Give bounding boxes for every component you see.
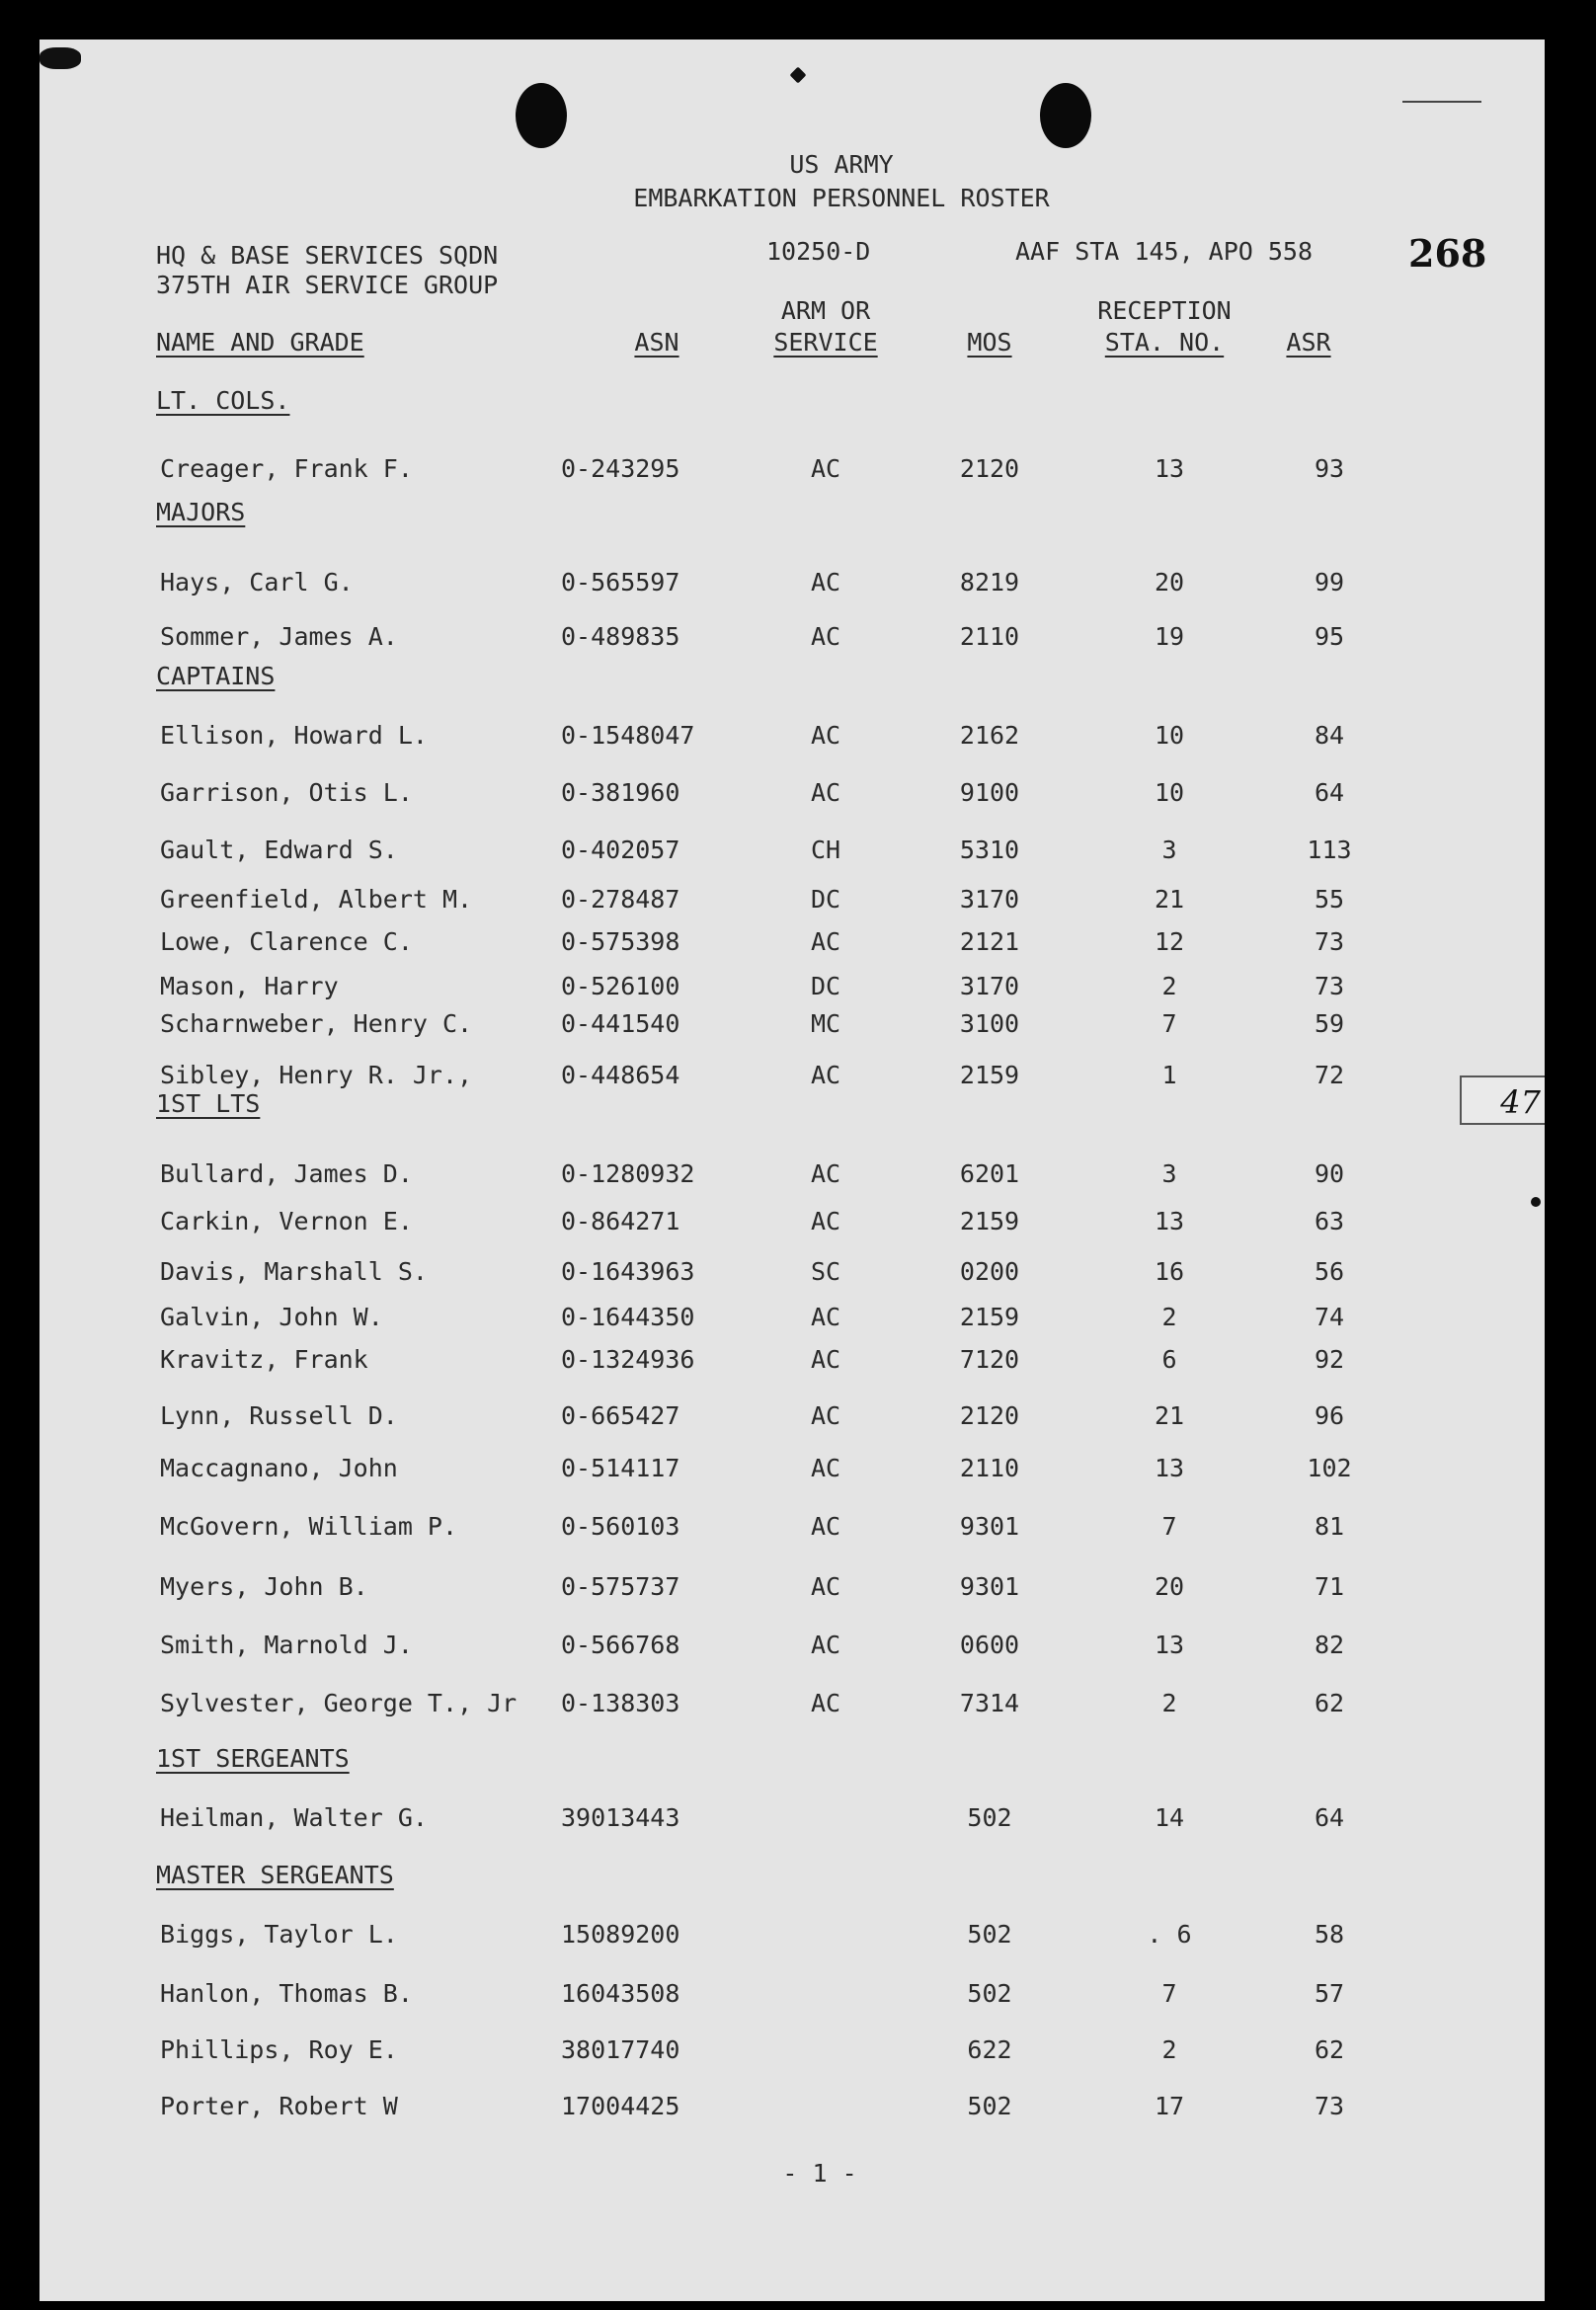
cell-arm: AC — [810, 1454, 841, 1482]
cell-sta: 21 — [1154, 885, 1185, 914]
side-tab — [1460, 1075, 1545, 1125]
cell-mos: 7314 — [959, 1689, 1020, 1717]
side-tab-label: 47 — [1500, 1083, 1541, 1121]
cell-asn: 0-864271 — [561, 1207, 680, 1235]
cell-asn: 16043508 — [561, 1979, 680, 2008]
cell-mos: 502 — [967, 1803, 1012, 1832]
unit-name-line2: 375TH AIR SERVICE GROUP — [156, 271, 499, 299]
corner-smudge — [40, 47, 81, 69]
cell-asr: 73 — [1314, 2092, 1345, 2120]
cell-name: Davis, Marshall S. — [160, 1257, 428, 1286]
cell-arm: SC — [810, 1257, 841, 1286]
cell-sta: 13 — [1154, 1454, 1185, 1482]
punch-hole-right — [1040, 83, 1091, 148]
cell-asr: 64 — [1314, 1803, 1345, 1832]
cell-arm: MC — [810, 1009, 841, 1038]
cell-asn: 0-514117 — [561, 1454, 680, 1482]
cell-asr: 90 — [1314, 1159, 1345, 1188]
col-arm-header: SERVICE — [773, 328, 878, 357]
cell-asn: 0-448654 — [561, 1061, 680, 1089]
col-reception-header: STA. NO. — [1104, 328, 1225, 357]
cell-arm: AC — [810, 1345, 841, 1374]
cell-name: Hanlon, Thomas B. — [160, 1979, 413, 2008]
cell-name: Sommer, James A. — [160, 622, 398, 651]
cell-name: Creager, Frank F. — [160, 454, 413, 483]
roster-code: 10250-D — [766, 237, 871, 266]
cell-asr: 92 — [1314, 1345, 1345, 1374]
cell-mos: 2162 — [959, 721, 1020, 750]
cell-asr: 64 — [1314, 778, 1345, 807]
cell-asn: 0-665427 — [561, 1401, 680, 1430]
cell-mos: 9100 — [959, 778, 1020, 807]
cell-name: Carkin, Vernon E. — [160, 1207, 413, 1235]
cell-name: Lowe, Clarence C. — [160, 927, 413, 956]
cell-name: Bullard, James D. — [160, 1159, 413, 1188]
cell-mos: 2159 — [959, 1061, 1020, 1089]
cell-name: Heilman, Walter G. — [160, 1803, 428, 1832]
cell-name: Phillips, Roy E. — [160, 2035, 398, 2064]
cell-mos: 622 — [967, 2035, 1012, 2064]
cell-arm: AC — [810, 1689, 841, 1717]
section-heading: CAPTAINS — [156, 662, 276, 690]
cell-mos: 2110 — [959, 1454, 1020, 1482]
cell-mos: 7120 — [959, 1345, 1020, 1374]
col-name-header: NAME AND GRADE — [156, 328, 364, 357]
page-number: - 1 - — [782, 2159, 857, 2188]
cell-sta: 7 — [1161, 1009, 1177, 1038]
section-heading: 1ST SERGEANTS — [156, 1744, 350, 1773]
cell-sta: 16 — [1154, 1257, 1185, 1286]
cell-arm: AC — [810, 568, 841, 597]
cell-asn: 0-489835 — [561, 622, 680, 651]
cell-name: Maccagnano, John — [160, 1454, 398, 1482]
cell-asn: 0-1643963 — [561, 1257, 695, 1286]
cell-asr: 95 — [1314, 622, 1345, 651]
cell-arm: AC — [810, 1631, 841, 1659]
cell-asr: 62 — [1314, 1689, 1345, 1717]
cell-asn: 0-138303 — [561, 1689, 680, 1717]
cell-sta: 7 — [1161, 1979, 1177, 2008]
cell-mos: 8219 — [959, 568, 1020, 597]
cell-arm: AC — [810, 1512, 841, 1541]
cell-asn: 0-381960 — [561, 778, 680, 807]
cell-sta: 21 — [1154, 1401, 1185, 1430]
cell-sta: 14 — [1154, 1803, 1185, 1832]
cell-sta: 3 — [1161, 1159, 1177, 1188]
cell-mos: 502 — [967, 1920, 1012, 1949]
cell-asr: 113 — [1307, 836, 1352, 864]
cell-mos: 2121 — [959, 927, 1020, 956]
col-mos-header: MOS — [967, 328, 1012, 357]
cell-asr: 73 — [1314, 972, 1345, 1000]
cell-asr: 73 — [1314, 927, 1345, 956]
cell-asr: 71 — [1314, 1572, 1345, 1601]
cell-asn: 38017740 — [561, 2035, 680, 2064]
cell-asr: 93 — [1314, 454, 1345, 483]
cell-asn: 0-566768 — [561, 1631, 680, 1659]
top-speck — [790, 67, 807, 84]
cell-mos: 502 — [967, 2092, 1012, 2120]
cell-arm: AC — [810, 778, 841, 807]
cell-mos: 3100 — [959, 1009, 1020, 1038]
cell-asn: 0-560103 — [561, 1512, 680, 1541]
cell-name: Ellison, Howard L. — [160, 721, 428, 750]
cell-name: Sylvester, George T., Jr — [160, 1689, 518, 1717]
cell-name: McGovern, William P. — [160, 1512, 458, 1541]
cell-asn: 0-402057 — [561, 836, 680, 864]
cell-sta: 6 — [1161, 1345, 1177, 1374]
cell-arm: AC — [810, 721, 841, 750]
cell-sta: 17 — [1154, 2092, 1185, 2120]
cell-sta: 2 — [1161, 1689, 1177, 1717]
cell-name: Galvin, John W. — [160, 1303, 383, 1331]
cell-mos: 3170 — [959, 885, 1020, 914]
cell-arm: AC — [810, 1159, 841, 1188]
cell-sta: 19 — [1154, 622, 1185, 651]
punch-hole-left — [516, 83, 567, 148]
col-arm-line1: ARM OR — [780, 296, 871, 325]
cell-mos: 2159 — [959, 1303, 1020, 1331]
cell-arm: AC — [810, 1061, 841, 1089]
cell-sta: 20 — [1154, 1572, 1185, 1601]
cell-asr: 102 — [1307, 1454, 1352, 1482]
cell-asr: 63 — [1314, 1207, 1345, 1235]
section-heading: MAJORS — [156, 498, 246, 526]
unit-name-line1: HQ & BASE SERVICES SQDN — [156, 241, 499, 270]
cell-asr: 62 — [1314, 2035, 1345, 2064]
cell-name: Mason, Harry — [160, 972, 339, 1000]
cell-asr: 58 — [1314, 1920, 1345, 1949]
cell-asr: 56 — [1314, 1257, 1345, 1286]
header-title-line2: EMBARKATION PERSONNEL ROSTER — [633, 184, 1050, 212]
cell-sta: 13 — [1154, 1631, 1185, 1659]
cell-asn: 15089200 — [561, 1920, 680, 1949]
cell-sta: 2 — [1161, 1303, 1177, 1331]
cell-asn: 0-441540 — [561, 1009, 680, 1038]
cell-mos: 9301 — [959, 1512, 1020, 1541]
cell-name: Gault, Edward S. — [160, 836, 398, 864]
top-right-line — [1402, 101, 1481, 103]
cell-mos: 2159 — [959, 1207, 1020, 1235]
cell-sta: 12 — [1154, 927, 1185, 956]
cell-asn: 0-565597 — [561, 568, 680, 597]
cell-asr: 81 — [1314, 1512, 1345, 1541]
page-stamp: 268 — [1408, 231, 1487, 276]
cell-name: Biggs, Taylor L. — [160, 1920, 398, 1949]
cell-name: Smith, Marnold J. — [160, 1631, 413, 1659]
cell-asn: 0-1324936 — [561, 1345, 695, 1374]
cell-asr: 72 — [1314, 1061, 1345, 1089]
cell-mos: 6201 — [959, 1159, 1020, 1188]
cell-sta: 3 — [1161, 836, 1177, 864]
cell-arm: AC — [810, 1401, 841, 1430]
cell-asn: 0-1644350 — [561, 1303, 695, 1331]
cell-arm: AC — [810, 1207, 841, 1235]
cell-mos: 0600 — [959, 1631, 1020, 1659]
cell-arm: CH — [810, 836, 841, 864]
cell-asn: 17004425 — [561, 2092, 680, 2120]
cell-asn: 0-1280932 — [561, 1159, 695, 1188]
cell-arm: DC — [810, 972, 841, 1000]
cell-asr: 55 — [1314, 885, 1345, 914]
cell-mos: 2120 — [959, 454, 1020, 483]
cell-sta: 20 — [1154, 568, 1185, 597]
cell-asn: 0-575737 — [561, 1572, 680, 1601]
cell-asr: 59 — [1314, 1009, 1345, 1038]
cell-mos: 2110 — [959, 622, 1020, 651]
cell-mos: 5310 — [959, 836, 1020, 864]
cell-asr: 96 — [1314, 1401, 1345, 1430]
cell-arm: DC — [810, 885, 841, 914]
cell-arm: AC — [810, 1303, 841, 1331]
cell-name: Sibley, Henry R. Jr., — [160, 1061, 473, 1089]
cell-asn: 0-243295 — [561, 454, 680, 483]
cell-asn: 39013443 — [561, 1803, 680, 1832]
margin-dot — [1531, 1197, 1541, 1207]
cell-asr: 57 — [1314, 1979, 1345, 2008]
cell-sta: 2 — [1161, 2035, 1177, 2064]
cell-mos: 2120 — [959, 1401, 1020, 1430]
col-reception-line1: RECEPTION — [1097, 296, 1232, 325]
cell-name: Garrison, Otis L. — [160, 778, 413, 807]
cell-asr: 84 — [1314, 721, 1345, 750]
col-asr-header: ASR — [1286, 328, 1331, 357]
cell-sta: 1 — [1161, 1061, 1177, 1089]
cell-arm: AC — [810, 1572, 841, 1601]
section-heading: 1ST LTS — [156, 1089, 261, 1118]
cell-arm: AC — [810, 927, 841, 956]
cell-mos: 0200 — [959, 1257, 1020, 1286]
cell-name: Kravitz, Frank — [160, 1345, 368, 1374]
cell-asr: 99 — [1314, 568, 1345, 597]
cell-sta: . 6 — [1147, 1920, 1192, 1949]
cell-name: Porter, Robert W — [160, 2092, 398, 2120]
cell-sta: 13 — [1154, 1207, 1185, 1235]
col-asn-header: ASN — [634, 328, 679, 357]
cell-sta: 13 — [1154, 454, 1185, 483]
cell-name: Scharnweber, Henry C. — [160, 1009, 473, 1038]
cell-asn: 0-278487 — [561, 885, 680, 914]
cell-sta: 10 — [1154, 778, 1185, 807]
cell-asr: 74 — [1314, 1303, 1345, 1331]
cell-mos: 3170 — [959, 972, 1020, 1000]
cell-name: Hays, Carl G. — [160, 568, 354, 597]
section-heading: MASTER SERGEANTS — [156, 1861, 394, 1889]
cell-mos: 502 — [967, 1979, 1012, 2008]
cell-mos: 9301 — [959, 1572, 1020, 1601]
cell-asn: 0-1548047 — [561, 721, 695, 750]
cell-arm: AC — [810, 454, 841, 483]
cell-asn: 0-575398 — [561, 927, 680, 956]
station-apo: AAF STA 145, APO 558 — [1015, 237, 1314, 266]
cell-name: Lynn, Russell D. — [160, 1401, 398, 1430]
cell-asr: 82 — [1314, 1631, 1345, 1659]
header-title-line1: US ARMY — [789, 150, 894, 179]
roster-page — [40, 40, 1545, 2301]
cell-sta: 10 — [1154, 721, 1185, 750]
cell-sta: 2 — [1161, 972, 1177, 1000]
cell-asn: 0-526100 — [561, 972, 680, 1000]
cell-arm: AC — [810, 622, 841, 651]
cell-sta: 7 — [1161, 1512, 1177, 1541]
cell-name: Greenfield, Albert M. — [160, 885, 473, 914]
section-heading: LT. COLS. — [156, 386, 290, 415]
cell-name: Myers, John B. — [160, 1572, 368, 1601]
